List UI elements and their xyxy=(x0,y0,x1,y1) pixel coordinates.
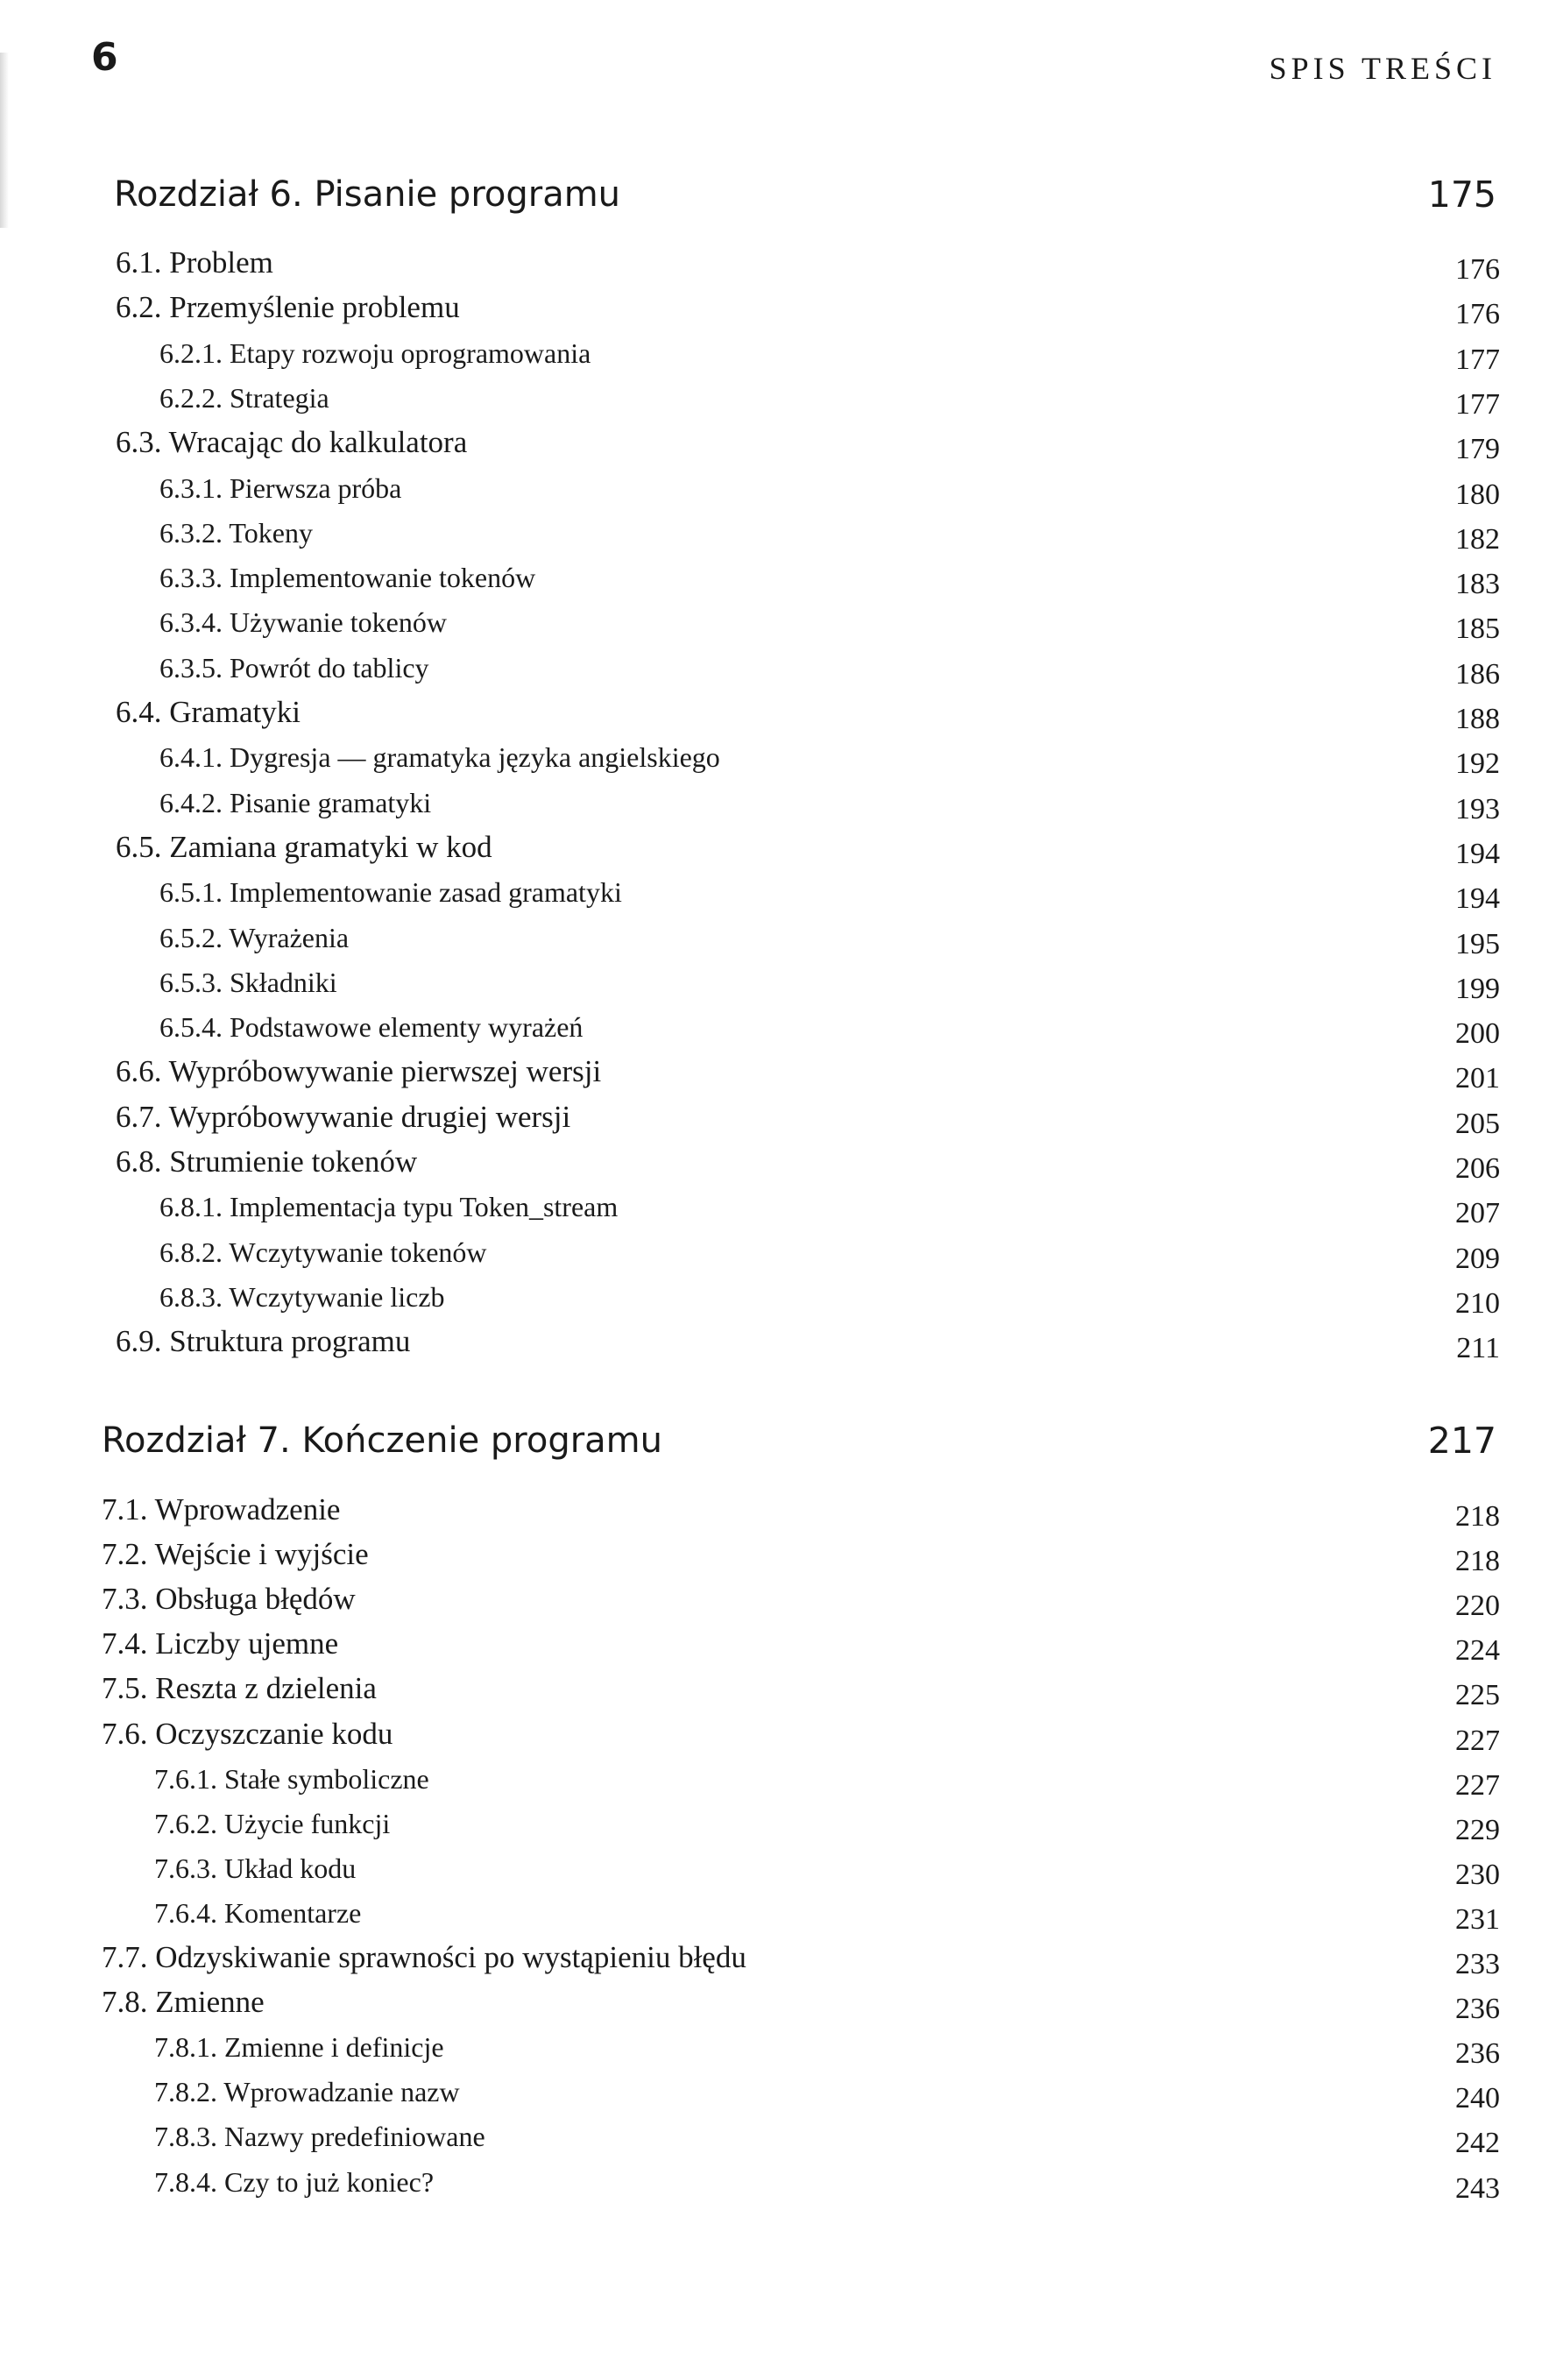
toc-entry-page: 218 xyxy=(1455,1545,1500,1578)
toc-entry-title: 6.4. Gramatyki xyxy=(116,695,301,729)
toc-entry xyxy=(0,1760,1549,1802)
toc-entry-page: 229 xyxy=(1455,1813,1500,1846)
toc-entry xyxy=(0,1322,1549,1365)
toc-entry-title: 6.2.1. Etapy rozwoju oprogramowania xyxy=(159,336,591,369)
toc-entry xyxy=(0,783,1549,825)
toc-entry xyxy=(0,1580,1549,1623)
toc-entry-page: 207 xyxy=(1455,1197,1500,1230)
toc-entry-title: 7.8.2. Wprowadzanie nazw xyxy=(154,2076,460,2108)
toc-entry-page: 233 xyxy=(1455,1948,1500,1980)
toc-entry-title: 7.4. Liczby ujemne xyxy=(102,1626,339,1661)
toc-entry xyxy=(0,1669,1549,1712)
toc-entry xyxy=(0,1983,1549,2026)
toc-entry xyxy=(0,963,1549,1005)
chapter-page-number: 217 xyxy=(1427,1420,1496,1462)
toc-entry-page: 177 xyxy=(1455,387,1500,421)
toc-entry xyxy=(0,334,1549,376)
toc-entry-title: 6.1. Problem xyxy=(116,245,273,280)
toc-entry-page: 179 xyxy=(1455,433,1500,466)
toc-entry-page: 176 xyxy=(1455,253,1500,286)
toc-entry-title: 7.2. Wejście i wyjście xyxy=(102,1537,369,1572)
running-head: SPIS TREŚCI xyxy=(1269,51,1496,86)
toc-entry-title: 6.9. Struktura programu xyxy=(116,1324,411,1359)
toc-entry-page: 176 xyxy=(1455,298,1500,331)
toc-entry xyxy=(0,738,1549,781)
toc-entry xyxy=(0,1804,1549,1846)
toc-entry-title: 6.8.1. Implementacja typu Token_stream xyxy=(159,1191,619,1223)
toc-entry xyxy=(0,2163,1549,2205)
toc-entry-page: 231 xyxy=(1455,1902,1500,1936)
toc-entry xyxy=(0,1491,1549,1533)
toc-entry xyxy=(0,469,1549,511)
toc-entry-title: 7.1. Wprowadzenie xyxy=(102,1492,341,1526)
toc-entry-page: 188 xyxy=(1455,703,1500,735)
toc-entry-title: 6.3.3. Implementowanie tokenów xyxy=(159,562,536,594)
toc-entry-page: 242 xyxy=(1455,2127,1500,2160)
toc-entry-title: 6.8.2. Wczytywanie tokenów xyxy=(159,1236,487,1268)
toc-entry xyxy=(0,603,1549,646)
toc-entry-page: 177 xyxy=(1455,343,1500,376)
toc-entry-page: 194 xyxy=(1455,882,1500,916)
toc-entry-page: 240 xyxy=(1455,2082,1500,2115)
toc-entry-title: 7.6.2. Użycie funkcji xyxy=(154,1807,391,1839)
toc-entry xyxy=(0,1849,1549,1891)
toc-entry-page: 195 xyxy=(1455,927,1500,960)
toc-entry-title: 6.3.1. Pierwsza próba xyxy=(159,471,402,504)
toc-entry xyxy=(0,1052,1549,1095)
toc-entry-page: 210 xyxy=(1455,1286,1500,1320)
toc-entry xyxy=(0,1938,1549,1980)
toc-entry-title: 6.2.2. Strategia xyxy=(159,381,329,414)
toc-entry xyxy=(0,1098,1549,1140)
toc-entry xyxy=(0,379,1549,421)
toc-entry xyxy=(0,1535,1549,1578)
toc-entry xyxy=(0,288,1549,331)
toc-entry-page: 230 xyxy=(1455,1858,1500,1891)
toc-entry-page: 224 xyxy=(1455,1634,1500,1668)
toc-entry-title: 6.3. Wracając do kalkulatora xyxy=(116,425,468,460)
toc-entry xyxy=(0,2028,1549,2071)
toc-entry-title: 6.3.4. Używanie tokenów xyxy=(159,606,447,639)
chapter-title-6 xyxy=(0,168,1549,221)
toc-entry-page: 209 xyxy=(1455,1242,1500,1275)
toc-entry xyxy=(0,1233,1549,1275)
toc-entry-title: 7.6. Oczyszczanie kodu xyxy=(102,1716,393,1751)
toc-entry-page: 243 xyxy=(1455,2171,1500,2205)
toc-entry-title: 6.5.1. Implementowanie zasad gramatyki xyxy=(159,876,622,909)
toc-entry-page: 227 xyxy=(1455,1724,1500,1757)
toc-entry-page: 227 xyxy=(1455,1768,1500,1802)
toc-entry-title: 7.6.3. Układ kodu xyxy=(154,1852,357,1884)
toc-entry xyxy=(0,918,1549,960)
toc-entry-title: 7.8. Zmienne xyxy=(102,1985,265,2020)
toc-entry-page: 182 xyxy=(1455,522,1500,556)
toc-entry-page: 205 xyxy=(1455,1107,1500,1140)
chapter-title-7 xyxy=(0,1414,1549,1467)
toc-entry-title: 6.8.3. Wczytywanie liczb xyxy=(159,1280,445,1313)
toc-entry xyxy=(0,828,1549,870)
toc-entry xyxy=(0,1715,1549,1757)
toc-entry-page: 211 xyxy=(1456,1332,1500,1365)
toc-entry-title: 7.3. Obsługa błędów xyxy=(102,1582,356,1617)
toc-entry-page: 194 xyxy=(1455,837,1500,870)
toc-entry-page: 220 xyxy=(1455,1590,1500,1623)
toc-entry xyxy=(0,2072,1549,2115)
toc-entry xyxy=(0,1894,1549,1936)
toc-entry-page: 180 xyxy=(1455,478,1500,511)
toc-entry-title: 6.5. Zamiana gramatyki w kod xyxy=(116,829,492,864)
toc-entry-page: 192 xyxy=(1455,747,1500,781)
toc-entry-page: 199 xyxy=(1455,972,1500,1005)
toc-entry-title: 6.5.2. Wyrażenia xyxy=(159,921,350,953)
toc-entry-title: 6.2. Przemyślenie problemu xyxy=(116,290,460,325)
toc-entry xyxy=(0,514,1549,556)
toc-entry xyxy=(0,558,1549,601)
toc-entry xyxy=(0,1143,1549,1185)
toc-entry-page: 185 xyxy=(1455,613,1500,646)
toc-entry-title: 6.3.5. Powrót do tablicy xyxy=(159,651,429,684)
toc-entry-page: 183 xyxy=(1455,568,1500,601)
toc-entry-page: 201 xyxy=(1455,1062,1500,1095)
toc-entry-title: 7.8.4. Czy to już koniec? xyxy=(154,2165,435,2198)
toc-entry-title: 6.5.4. Podstawowe elementy wyrażeń xyxy=(159,1011,584,1044)
toc-entry xyxy=(0,1625,1549,1668)
page-number: 6 xyxy=(91,35,118,80)
toc-entry-page: 193 xyxy=(1455,792,1500,825)
toc-entry-page: 186 xyxy=(1455,657,1500,691)
toc-entry xyxy=(0,1187,1549,1230)
toc-entry xyxy=(0,244,1549,286)
toc-entry-title: 6.8. Strumienie tokenów xyxy=(116,1144,418,1179)
toc-entry xyxy=(0,1008,1549,1051)
chapter-title-text: Rozdział 6. Pisanie programu xyxy=(114,174,621,215)
toc-entry xyxy=(0,1278,1549,1320)
toc-entry-page: 206 xyxy=(1455,1152,1500,1185)
toc-entry-title: 7.6.4. Komentarze xyxy=(154,1896,362,1929)
toc-entry xyxy=(0,693,1549,735)
toc-entry-title: 7.8.1. Zmienne i definicje xyxy=(154,2031,444,2064)
toc-entry-page: 236 xyxy=(1455,1993,1500,2026)
toc-entry-title: 7.7. Odzyskiwanie sprawności po wystąpieniu błędu xyxy=(102,1940,746,1974)
toc-entry-title: 6.3.2. Tokeny xyxy=(159,516,313,549)
toc-entry-page: 236 xyxy=(1455,2037,1500,2071)
toc-entry-title: 7.8.3. Nazwy predefiniowane xyxy=(154,2121,485,2153)
chapter-page-number: 175 xyxy=(1427,174,1496,216)
toc-entry-page: 218 xyxy=(1455,1500,1500,1533)
toc-entry-title: 6.7. Wypróbowywanie drugiej wersji xyxy=(116,1099,571,1134)
toc-entry xyxy=(0,423,1549,466)
toc-entry-page: 200 xyxy=(1455,1017,1500,1051)
chapter-title-text: Rozdział 7. Kończenie programu xyxy=(102,1420,662,1461)
toc-entry-title: 6.6. Wypróbowywanie pierwszej wersji xyxy=(116,1054,602,1089)
toc-entry-title: 7.6.1. Stałe symboliczne xyxy=(154,1762,429,1795)
toc-entry xyxy=(0,873,1549,916)
toc-entry-page: 225 xyxy=(1455,1679,1500,1712)
toc-entry xyxy=(0,2117,1549,2160)
toc-entry-title: 7.5. Reszta z dzielenia xyxy=(102,1671,377,1706)
toc-entry-title: 6.4.2. Pisanie gramatyki xyxy=(159,786,432,818)
toc-entry-title: 6.4.1. Dygresja — gramatyka języka angielskiego xyxy=(159,741,720,774)
toc-entry xyxy=(0,648,1549,691)
toc-entry-title: 6.5.3. Składniki xyxy=(159,966,337,998)
